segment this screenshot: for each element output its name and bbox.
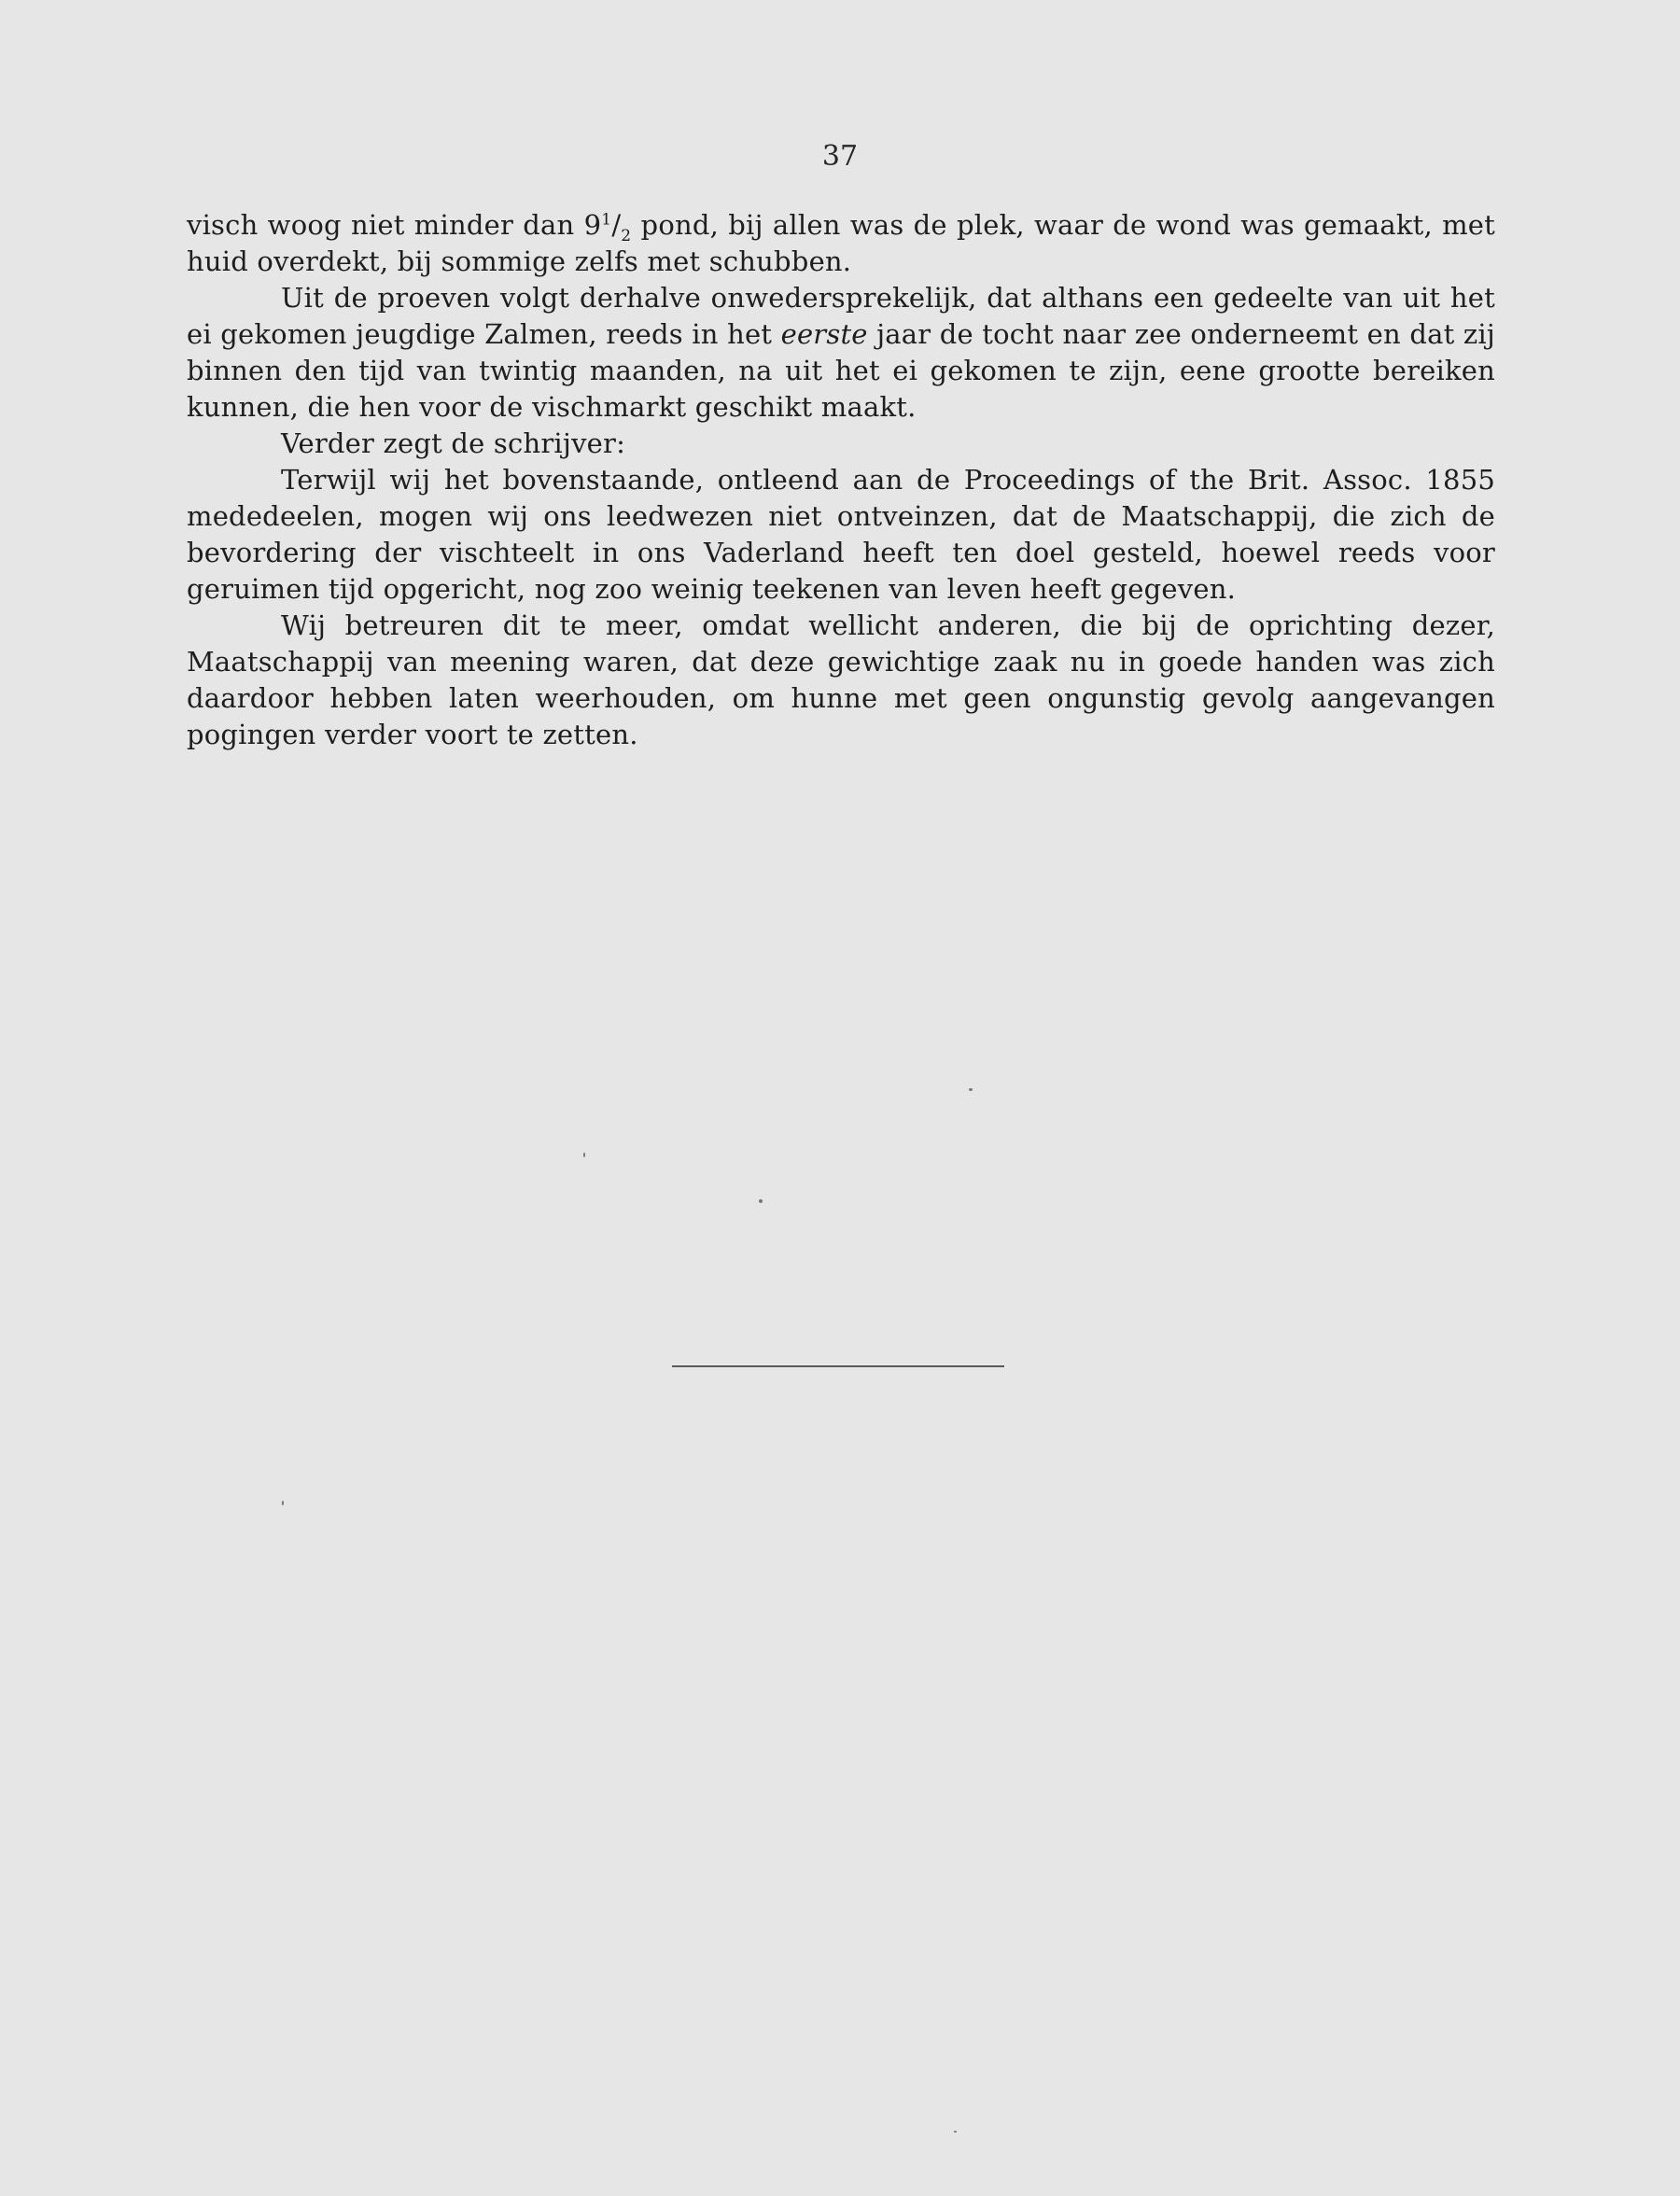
scan-speck <box>282 1501 284 1505</box>
paragraph-continuation: visch woog niet minder dan $9^1/_2$ pond, bij allen was de plek, waar de wond was gemaakt, met huid overdekt, bij sommige zelfs met schubben. <box>187 209 1495 277</box>
paragraph-verder: Verder zegt de schrijver: <box>281 427 626 459</box>
page-number: 37 <box>821 140 859 173</box>
fraction-denominator: 2 <box>621 226 632 245</box>
scan-speck <box>583 1153 585 1157</box>
fraction-numerator: 1 <box>601 210 612 230</box>
paragraph-text: pond, bij allen was de plek, waar de wond was gemaakt, met huid overdekt, bij sommige zelfs met schubben. <box>187 209 1495 277</box>
paragraph-text: jaar de tocht naar zee onderneemt en dat zij binnen den tijd van twintig maanden, na uit het ei gekomen te zijn, eene grootte bereiken kunnen, die hen voor de vischmarkt geschikt maakt. <box>187 318 1495 423</box>
closing-rule <box>672 1365 1004 1367</box>
scan-speck <box>969 1088 973 1091</box>
paragraph-terwijl: Terwijl wij het bovenstaande, ontleend aan de Proceedings of the Brit. Assoc. 1855 mededeelen, mogen wij ons leedwezen niet ontveinzen, dat de Maatschappij, die zich de bevordering der vischteelt in ons Vaderland heeft ten doel gesteld, hoewel reeds voor geruimen tijd opgericht, nog zoo weinig teekenen van leven heeft gegeven. <box>187 464 1495 605</box>
paragraph-betreuren: Wij betreuren dit te meer, omdat wellicht anderen, die bij de oprichting dezer, Maatschappij van meening waren, dat deze gewichtige zaak nu in goede handen was zich daardoor hebben laten weerhouden, om hunne met geen ongunstig gevolg aangevangen pogingen verder voort te zetten. <box>187 609 1495 750</box>
scan-speck <box>954 2131 957 2133</box>
paragraph-text: Uit de proeven volgt derhalve onwedersprekelijk, dat althans een gedeelte van uit het ei gekomen jeugdige Zalmen, reeds in het <box>187 282 1495 350</box>
paragraph-proeven <box>187 280 1495 426</box>
italic-word: eerste <box>780 318 868 350</box>
body-text <box>187 207 1495 753</box>
scan-speck <box>759 1199 763 1203</box>
paragraph-text: visch woog niet minder dan 9 <box>187 209 602 241</box>
